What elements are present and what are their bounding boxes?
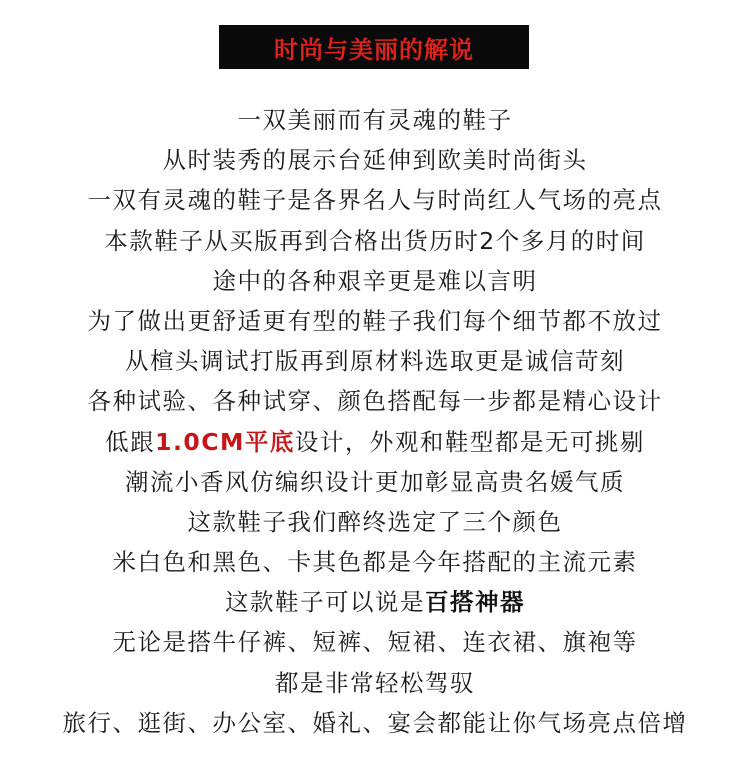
text-line: 潮流小香风仿编织设计更加彰显高贵名媛气质 [125,467,625,496]
text-line: 一双有灵魂的鞋子是各界名人与时尚红人气场的亮点 [87,186,663,215]
heel-height-highlight: 1.0CM平底 [155,427,295,456]
text-line: 米白色和黑色、卡其色都是今年搭配的主流元素 [112,548,638,577]
title-banner [219,25,529,69]
versatile-highlight: 百搭神器 [425,588,525,617]
text-line: 为了做出更舒适更有型的鞋子我们每个细节都不放过 [87,306,663,335]
text-line: 本款鞋子从买版再到合格出货历时2个多月的时间 [104,226,646,255]
text-line-versatile [0,582,750,622]
text-segment: 设计，外观和鞋型都是无可挑剔 [294,427,645,456]
text-line: 一双美丽而有灵魂的鞋子 [237,106,513,134]
page-title: 时尚与美丽的解说 [274,35,474,64]
text-segment: 低跟 [105,427,156,456]
text-line: 各种试验、各种试穿、颜色搭配每一步都是精心设计 [87,387,663,416]
description-text-block [0,100,750,743]
text-segment: 这款鞋子可以说是 [225,588,425,617]
text-line: 都是非常轻松驾驭 [275,668,475,697]
text-line: 途中的各种艰辛更是难以言明 [212,266,538,295]
text-line: 无论是搭牛仔裤、短裤、短裙、连衣裙、旗袍等 [112,628,638,657]
text-line: 这款鞋子我们醉终选定了三个颜色 [187,507,563,536]
text-line: 从时装秀的展示台延伸到欧美时尚街头 [162,146,588,175]
text-line: 旅行、逛街、办公室、婚礼、宴会都能让你气场亮点倍增 [62,708,688,737]
text-line-heel-spec [0,422,750,462]
text-line: 从楦头调试打版再到原材料选取更是诚信苛刻 [125,347,625,376]
